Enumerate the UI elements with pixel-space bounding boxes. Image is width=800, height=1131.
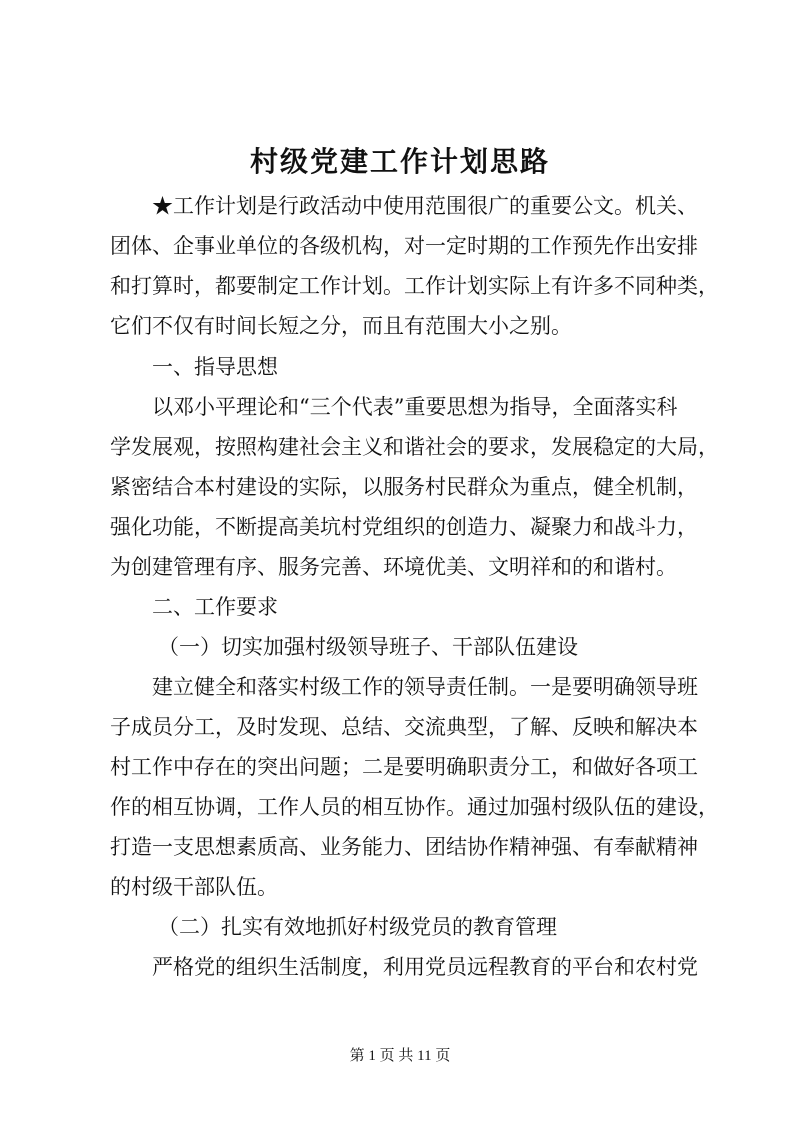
body-line: 村工作中存在的突出问题；二是要明确职责分工，和做好各项工 [110,755,698,779]
document-title: 村级党建工作计划思路 [249,145,550,178]
subsection-heading: （一）切实加强村级领导班子、干部队伍建设 [158,635,578,659]
body-line: ★工作计划是行政活动中使用范围很广的重要公文。机关、 [152,194,698,218]
body-line: 和打算时，都要制定工作计划。工作计划实际上有许多不同种类， [110,274,719,298]
body-line: 以邓小平理论和“三个代表”重要思想为指导，全面落实科 [152,395,678,419]
body-line: 为创建管理有序、服务完善、环境优美、文明祥和的和谐村。 [110,555,677,579]
body-line: 紧密结合本村建设的实际，以服务村民群众为重点，健全机制， [110,475,698,499]
body-line: 作的相互协调，工作人员的相互协作。通过加强村级队伍的建设， [110,795,719,819]
body-line: 团体、企事业单位的各级机构，对一定时期的工作预先作出安排 [110,234,698,258]
body-line: 严格党的组织生活制度，利用党员远程教育的平台和农村党 [152,955,698,979]
body-line: 建立健全和落实村级工作的领导责任制。一是要明确领导班 [152,675,698,699]
body-line: 子成员分工，及时发现、总结、交流典型，了解、反映和解决本 [110,715,698,739]
page-footer: 第 1 页 共 11 页 [349,1048,451,1064]
body-line: 学发展观，按照构建社会主义和谐社会的要求，发展稳定的大局， [110,435,719,459]
subsection-heading: （二）扎实有效地抓好村级党员的教育管理 [158,915,557,939]
body-line: 的村级干部队伍。 [110,875,278,899]
body-line: 它们不仅有时间长短之分，而且有范围大小之别。 [110,314,572,338]
body-line: 打造一支思想素质高、业务能力、团结协作精神强、有奉献精神 [110,835,698,859]
section-heading: 一、指导思想 [152,355,278,379]
section-heading: 二、工作要求 [152,595,278,619]
body-line: 强化功能，不断提高美坑村党组织的创造力、凝聚力和战斗力， [110,515,698,539]
